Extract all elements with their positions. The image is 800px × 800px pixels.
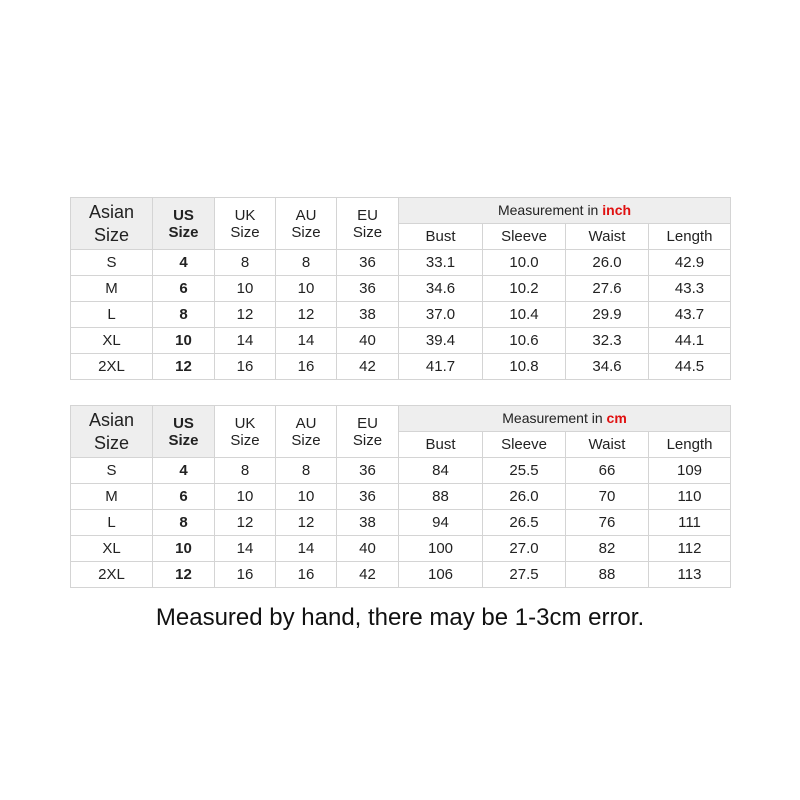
cell-au-size: 16 [276, 354, 337, 380]
cell-eu-size: 36 [337, 458, 399, 484]
cell-sleeve: 10.0 [483, 250, 566, 276]
cell-length: 44.5 [649, 354, 731, 380]
cell-us-size: 8 [153, 302, 215, 328]
header-length: Length [649, 432, 731, 458]
cell-us-size: 4 [153, 458, 215, 484]
header-sleeve: Sleeve [483, 224, 566, 250]
header-waist: Waist [566, 224, 649, 250]
header-measurement: Measurement in cm [399, 406, 731, 432]
cell-eu-size: 40 [337, 536, 399, 562]
cell-sleeve: 27.0 [483, 536, 566, 562]
cell-bust: 41.7 [399, 354, 483, 380]
cell-sleeve: 26.5 [483, 510, 566, 536]
cell-us-size: 10 [153, 536, 215, 562]
cell-length: 112 [649, 536, 731, 562]
cell-uk-size: 16 [215, 562, 276, 588]
cell-us-size: 6 [153, 484, 215, 510]
cell-us-size: 10 [153, 328, 215, 354]
header-uk-size: UK Size [215, 198, 276, 250]
cell-au-size: 12 [276, 510, 337, 536]
cell-asian-size: M [71, 276, 153, 302]
table-row [71, 536, 731, 562]
table-row [71, 276, 731, 302]
header-asian-size: Asian Size [71, 198, 153, 250]
cell-asian-size: S [71, 250, 153, 276]
cell-sleeve: 10.2 [483, 276, 566, 302]
cell-asian-size: 2XL [71, 562, 153, 588]
cell-uk-size: 14 [215, 328, 276, 354]
cell-eu-size: 42 [337, 354, 399, 380]
measurement-note: Measured by hand, there may be 1-3cm error. [155, 604, 645, 631]
cell-sleeve: 10.6 [483, 328, 566, 354]
cell-uk-size: 10 [215, 276, 276, 302]
cell-bust: 37.0 [399, 302, 483, 328]
cell-uk-size: 10 [215, 484, 276, 510]
cell-au-size: 16 [276, 562, 337, 588]
cell-asian-size: S [71, 458, 153, 484]
cell-us-size: 4 [153, 250, 215, 276]
header-us-size: US Size [153, 198, 215, 250]
cell-eu-size: 38 [337, 510, 399, 536]
cell-au-size: 14 [276, 536, 337, 562]
cell-waist: 29.9 [566, 302, 649, 328]
cell-bust: 84 [399, 458, 483, 484]
header-asian-size: Asian Size [71, 406, 153, 458]
header-uk-size: UK Size [215, 406, 276, 458]
cell-waist: 66 [566, 458, 649, 484]
table-row [71, 510, 731, 536]
cell-uk-size: 12 [215, 302, 276, 328]
cell-sleeve: 10.4 [483, 302, 566, 328]
header-bust: Bust [399, 432, 483, 458]
cell-bust: 39.4 [399, 328, 483, 354]
cell-waist: 70 [566, 484, 649, 510]
cell-asian-size: 2XL [71, 354, 153, 380]
cell-sleeve: 25.5 [483, 458, 566, 484]
cell-waist: 32.3 [566, 328, 649, 354]
cell-au-size: 10 [276, 484, 337, 510]
cell-bust: 100 [399, 536, 483, 562]
cell-bust: 94 [399, 510, 483, 536]
size-table-cm [70, 405, 731, 588]
cell-length: 109 [649, 458, 731, 484]
size-table-inch [70, 197, 731, 380]
cell-au-size: 8 [276, 458, 337, 484]
cell-au-size: 12 [276, 302, 337, 328]
cell-au-size: 10 [276, 276, 337, 302]
cell-length: 43.7 [649, 302, 731, 328]
cell-uk-size: 8 [215, 458, 276, 484]
cell-uk-size: 16 [215, 354, 276, 380]
cell-uk-size: 12 [215, 510, 276, 536]
cell-bust: 88 [399, 484, 483, 510]
table-row [71, 250, 731, 276]
header-us-size: US Size [153, 406, 215, 458]
header-sleeve: Sleeve [483, 432, 566, 458]
cell-au-size: 8 [276, 250, 337, 276]
table-row [71, 484, 731, 510]
header-eu-size: EU Size [337, 198, 399, 250]
cell-us-size: 12 [153, 562, 215, 588]
table-row [71, 354, 731, 380]
cell-asian-size: XL [71, 536, 153, 562]
cell-waist: 82 [566, 536, 649, 562]
cell-bust: 106 [399, 562, 483, 588]
cell-us-size: 12 [153, 354, 215, 380]
cell-bust: 34.6 [399, 276, 483, 302]
cell-au-size: 14 [276, 328, 337, 354]
unit-label: cm [606, 410, 627, 426]
cell-length: 42.9 [649, 250, 731, 276]
cell-us-size: 8 [153, 510, 215, 536]
cell-waist: 76 [566, 510, 649, 536]
cell-us-size: 6 [153, 276, 215, 302]
cell-uk-size: 14 [215, 536, 276, 562]
header-au-size: AU Size [276, 406, 337, 458]
cell-asian-size: L [71, 510, 153, 536]
cell-length: 110 [649, 484, 731, 510]
cell-waist: 27.6 [566, 276, 649, 302]
cell-length: 44.1 [649, 328, 731, 354]
table-row [71, 562, 731, 588]
cell-eu-size: 40 [337, 328, 399, 354]
table-row [71, 328, 731, 354]
cell-sleeve: 26.0 [483, 484, 566, 510]
table-row [71, 458, 731, 484]
cell-eu-size: 42 [337, 562, 399, 588]
cell-sleeve: 10.8 [483, 354, 566, 380]
cell-eu-size: 36 [337, 484, 399, 510]
cell-eu-size: 38 [337, 302, 399, 328]
cell-asian-size: XL [71, 328, 153, 354]
unit-label: inch [602, 202, 632, 218]
cell-bust: 33.1 [399, 250, 483, 276]
cell-waist: 34.6 [566, 354, 649, 380]
header-eu-size: EU Size [337, 406, 399, 458]
cell-uk-size: 8 [215, 250, 276, 276]
header-bust: Bust [399, 224, 483, 250]
cell-eu-size: 36 [337, 276, 399, 302]
cell-length: 43.3 [649, 276, 731, 302]
cell-waist: 26.0 [566, 250, 649, 276]
cell-length: 111 [649, 510, 731, 536]
header-measurement: Measurement in inch [399, 198, 731, 224]
cell-asian-size: L [71, 302, 153, 328]
cell-asian-size: M [71, 484, 153, 510]
header-waist: Waist [566, 432, 649, 458]
cell-eu-size: 36 [337, 250, 399, 276]
table-row [71, 302, 731, 328]
header-length: Length [649, 224, 731, 250]
header-au-size: AU Size [276, 198, 337, 250]
cell-length: 113 [649, 562, 731, 588]
cell-waist: 88 [566, 562, 649, 588]
cell-sleeve: 27.5 [483, 562, 566, 588]
